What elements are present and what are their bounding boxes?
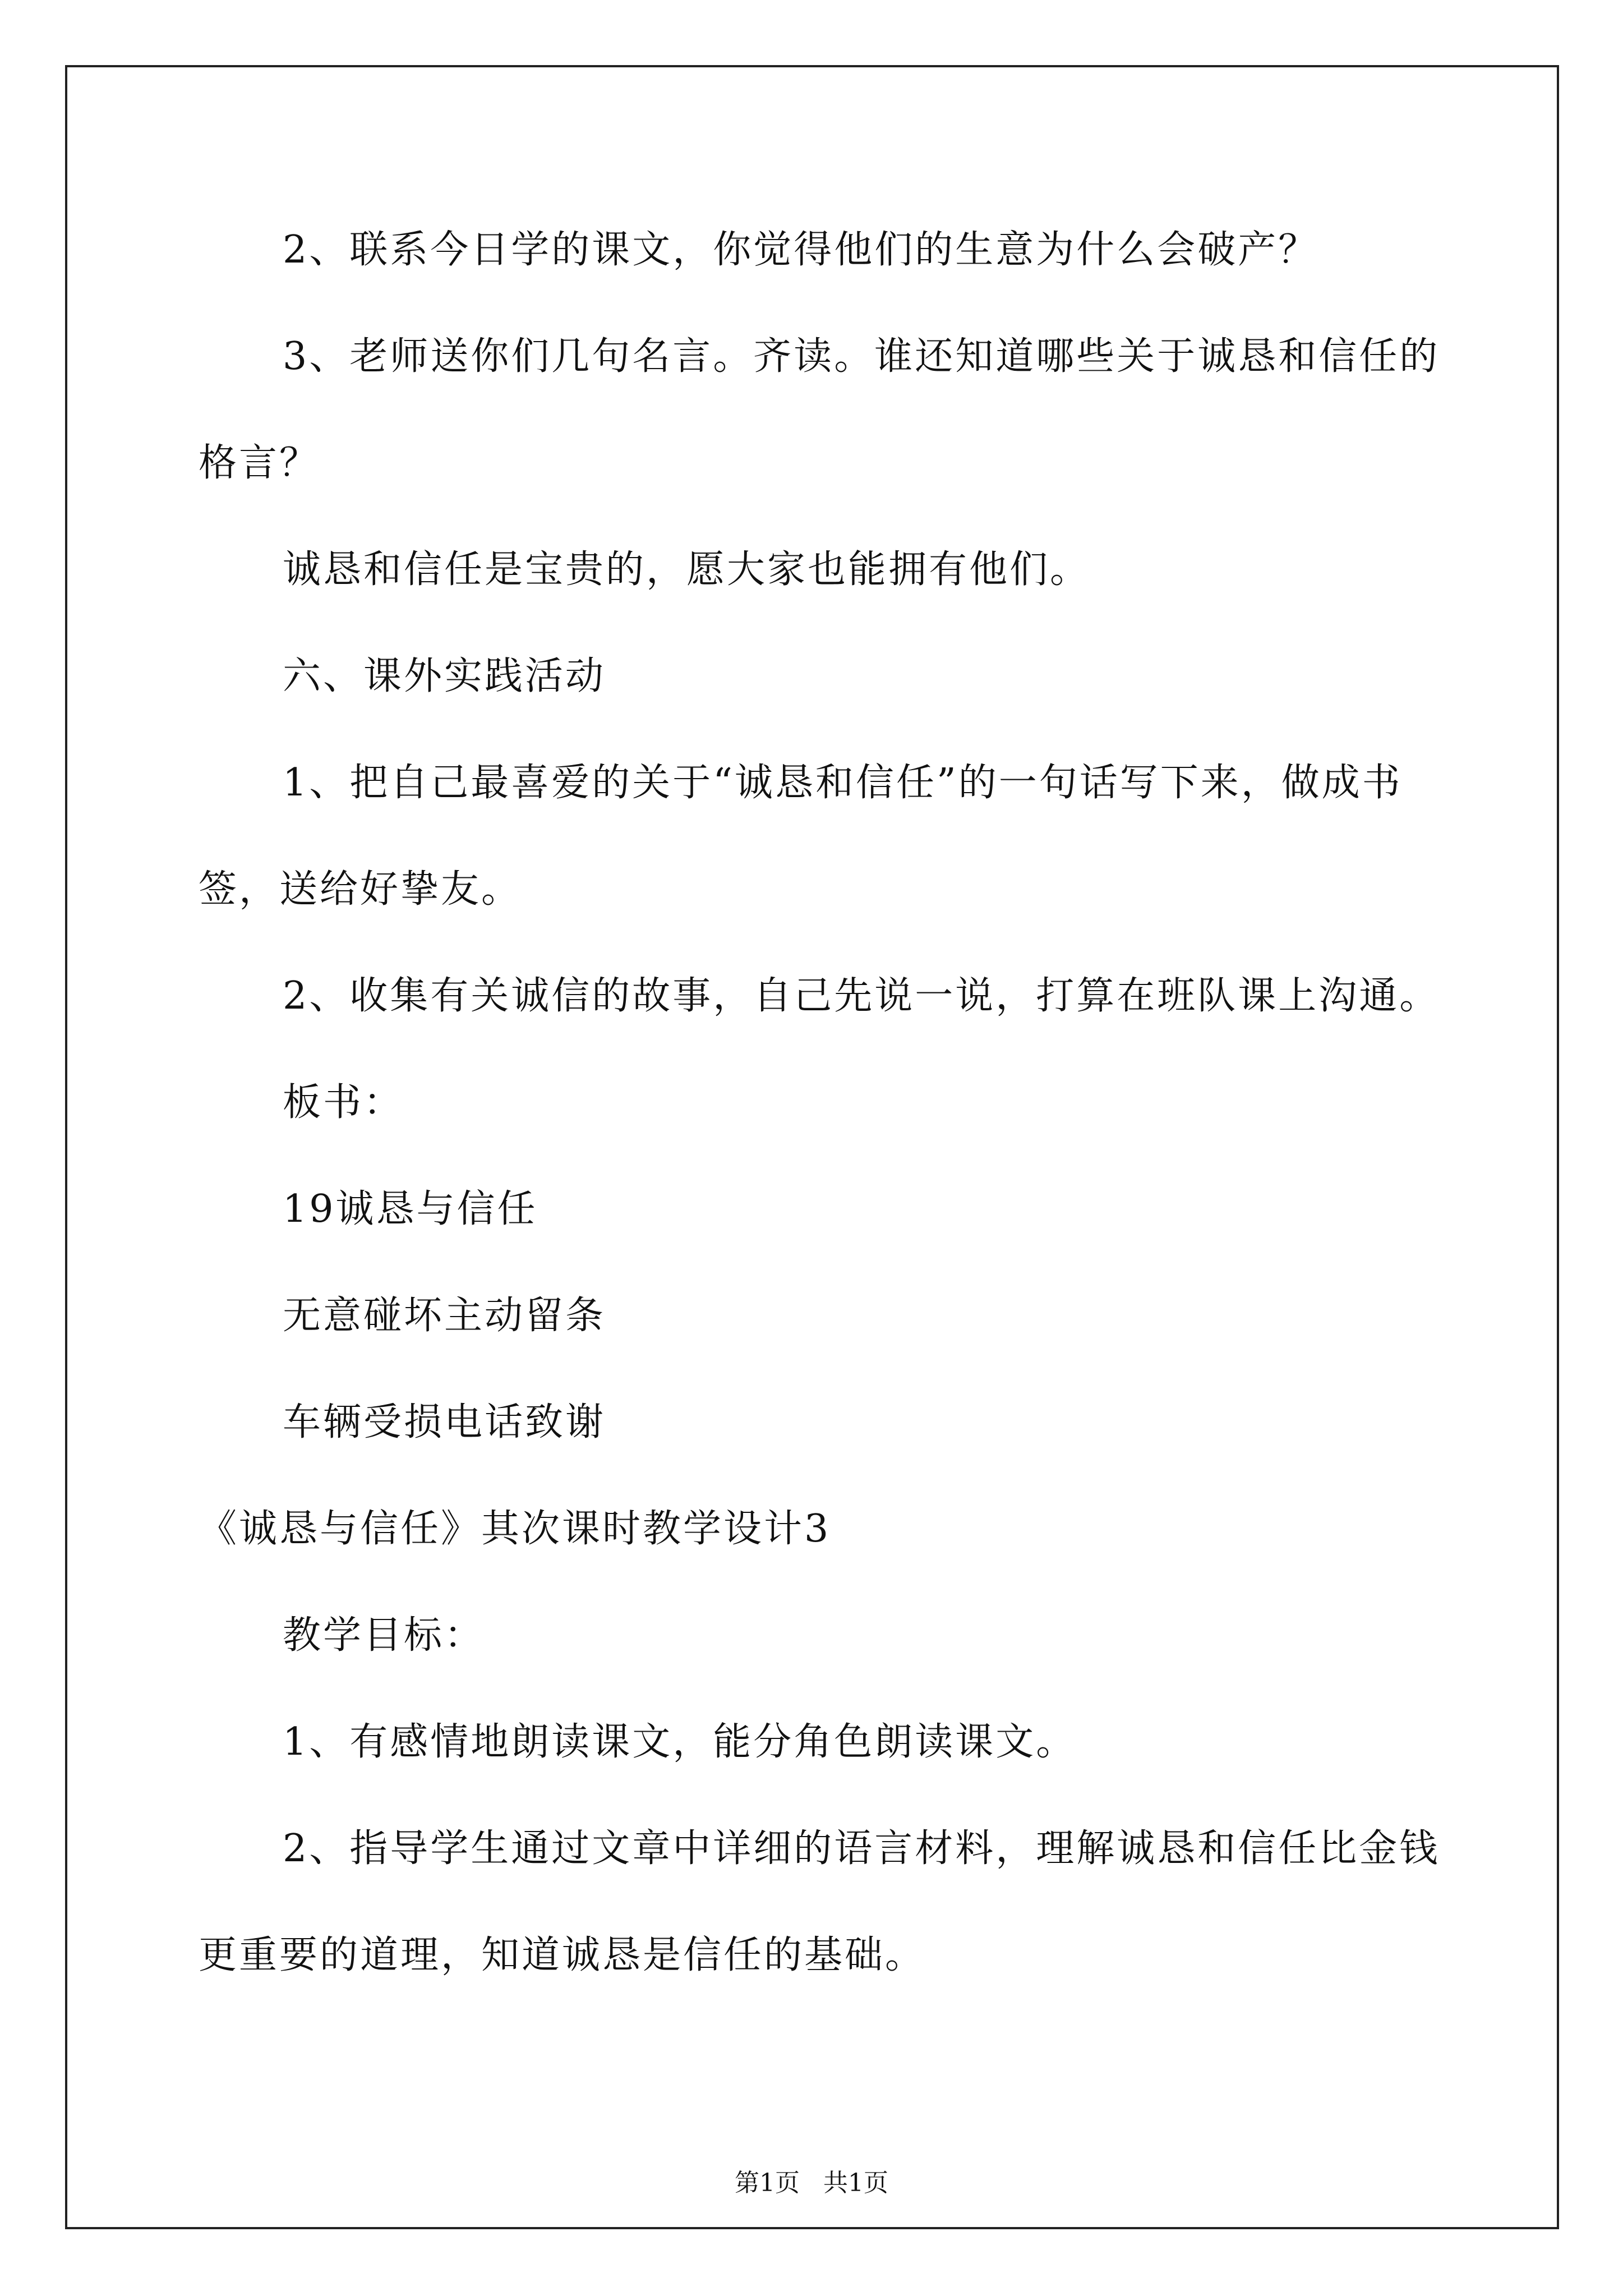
paragraph-line: 格言？ [199,441,320,485]
paragraph-line: 教学目标： [283,1613,485,1658]
paragraph-line: 车辆受损电话致谢 [283,1400,606,1444]
paragraph-line: 1、把自己最喜爱的关于“诚恳和信任”的一句话写下来，做成书 [283,761,1403,805]
page-footer: 第1页 共1页 [735,2169,888,2197]
paragraph-line: 无意碰坏主动留条 [283,1294,606,1338]
paragraph-line: 2、指导学生通过文章中详细的语言材料，理解诚恳和信任比金钱 [283,1826,1440,1871]
section-heading: 六、课外实践活动 [283,654,606,698]
paragraph-line: 2、收集有关诚信的故事，自己先说一说，打算在班队课上沟通。 [283,974,1440,1018]
paragraph-line: 板书： [283,1080,404,1125]
paragraph-line: 1、有感情地朗读课文，能分角色朗读课文。 [283,1720,1077,1764]
paragraph-line: 诚恳和信任是宝贵的，愿大家也能拥有他们。 [283,547,1091,592]
paragraph-line: 3、老师送你们几句名言。齐读。谁还知道哪些关于诚恳和信任的 [283,334,1440,379]
paragraph-line: 2、联系今日学的课文，你觉得他们的生意为什么会破产？ [283,228,1319,272]
paragraph-line: 更重要的道理，知道诚恳是信任的基础。 [199,1933,926,1977]
page-border [65,65,1559,2229]
document-title: 《诚恳与信任》其次课时教学设计3 [199,1507,831,1551]
paragraph-line: 19诚恳与信任 [283,1187,538,1231]
paragraph-line: 签，送给好挚友。 [199,867,522,912]
